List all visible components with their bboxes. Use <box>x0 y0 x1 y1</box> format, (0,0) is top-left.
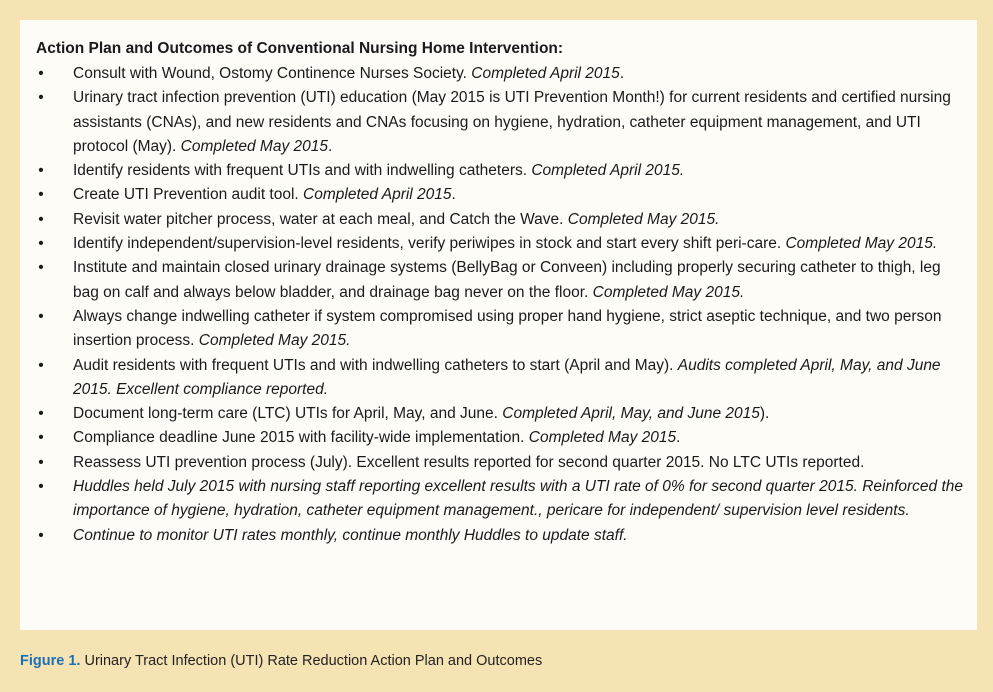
action-item-status: Completed April, May, and June 2015 <box>502 405 760 423</box>
bullet-icon: • <box>38 307 44 325</box>
bullet-icon: • <box>38 89 44 107</box>
bullet-icon: • <box>38 356 44 374</box>
action-item <box>36 256 963 305</box>
bullet-icon: • <box>38 405 44 423</box>
action-item-status: Continue to monitor UTI rates monthly, continue monthly Huddles to update staff. <box>73 526 628 544</box>
action-item-tail: ). <box>759 405 770 423</box>
bullet-icon: • <box>38 478 44 496</box>
action-item <box>36 402 963 426</box>
action-item-text: Always change indwelling catheter if system compromised using proper hand hygiene, strict aseptic technique, and two person insertion process. <box>73 307 942 350</box>
action-item-tail: . <box>451 186 456 204</box>
action-item-text: Consult with Wound, Ostomy Continence Nurses Society. <box>73 65 472 82</box>
action-item-text: Identify residents with frequent UTIs and with indwelling catheters. <box>73 162 532 180</box>
figure-caption-text: Urinary Tract Infection (UTI) Rate Reduction Action Plan and Outcomes <box>80 653 543 669</box>
action-item <box>36 86 963 159</box>
action-item-text: Reassess UTI prevention process (July). Excellent results reported for second quarter 2015. No LTC UTIs reported. <box>73 453 865 471</box>
action-item-text: Compliance deadline June 2015 with facility-wide implementation. <box>73 429 529 447</box>
action-item <box>36 232 963 256</box>
action-item-status: Completed May 2015. <box>567 210 720 228</box>
action-item <box>36 183 963 207</box>
action-item <box>36 208 963 232</box>
bullet-icon: • <box>38 453 44 471</box>
bullet-icon: • <box>38 162 44 180</box>
action-item-status: Completed May 2015 <box>528 429 677 447</box>
action-item-tail: . <box>676 429 681 447</box>
action-item <box>36 159 963 183</box>
bullet-icon: • <box>38 65 44 82</box>
action-item-tail: . <box>619 65 625 82</box>
action-item-status: Audits completed April, May, and June 2015. Excellent compliance reported. <box>73 356 941 398</box>
action-item-text: Institute and maintain closed urinary drainage systems (BellyBag or Conveen) including properly securing catheter to thigh, leg bag on calf and always below bladder, and drainage bag never on the floor. <box>73 259 941 301</box>
bullet-icon: • <box>38 259 44 277</box>
action-item-status: Huddles held July 2015 with nursing staff reporting excellent results with a UTI rate of 0% for second quarter 2015. Reinforced the importance of hygiene, hydration, catheter equipment management., pericare for independent/ supervision level residents. <box>73 478 964 520</box>
action-item-status: Completed May 2015. <box>785 235 938 253</box>
action-item <box>36 305 963 354</box>
bullet-icon: • <box>38 235 44 253</box>
bullet-icon: • <box>38 429 44 447</box>
action-item-text: Revisit water pitcher process, water at each meal, and Catch the Wave. <box>73 210 568 228</box>
action-plan-panel <box>20 20 977 630</box>
panel-heading: Action Plan and Outcomes of Conventional Nursing Home Intervention: <box>36 40 564 57</box>
action-item <box>36 451 963 475</box>
figure-label: Figure 1. <box>20 653 81 669</box>
action-item-status: Completed April 2015 <box>303 186 452 204</box>
action-item <box>36 62 963 86</box>
action-item-status: Completed May 2015 <box>180 137 329 155</box>
action-item-text: Urinary tract infection prevention (UTI) education (May 2015 is UTI Prevention Month!) for current residents and certified nursing assistants (CNAs), and new residents and CNAs focusing on hygiene, hydration, catheter equipment management, and UTI protocol (May). <box>73 89 951 155</box>
action-item <box>36 475 963 524</box>
bullet-icon: • <box>38 186 44 204</box>
figure-caption <box>20 651 542 671</box>
action-item <box>36 426 963 450</box>
action-item-status: Completed May 2015. <box>592 283 745 301</box>
action-item <box>36 524 963 548</box>
bullet-icon: • <box>38 526 44 544</box>
action-item-status: Completed April 2015. <box>531 162 685 180</box>
action-item-text: Document long-term care (LTC) UTIs for April, May, and June. <box>73 405 503 423</box>
action-item-status: Completed April 2015 <box>471 65 620 82</box>
bullet-icon: • <box>38 210 44 228</box>
action-item-status: Completed May 2015. <box>198 332 351 350</box>
action-item-list <box>36 62 963 548</box>
action-item-text: Create UTI Prevention audit tool. <box>73 186 304 204</box>
action-item-text: Audit residents with frequent UTIs and with indwelling catheters to start (April and May). <box>73 356 678 374</box>
action-item-tail: . <box>328 137 333 155</box>
action-item <box>36 354 963 403</box>
action-item-text: Identify independent/supervision-level residents, verify periwipes in stock and start every shift peri-care. <box>73 235 786 253</box>
